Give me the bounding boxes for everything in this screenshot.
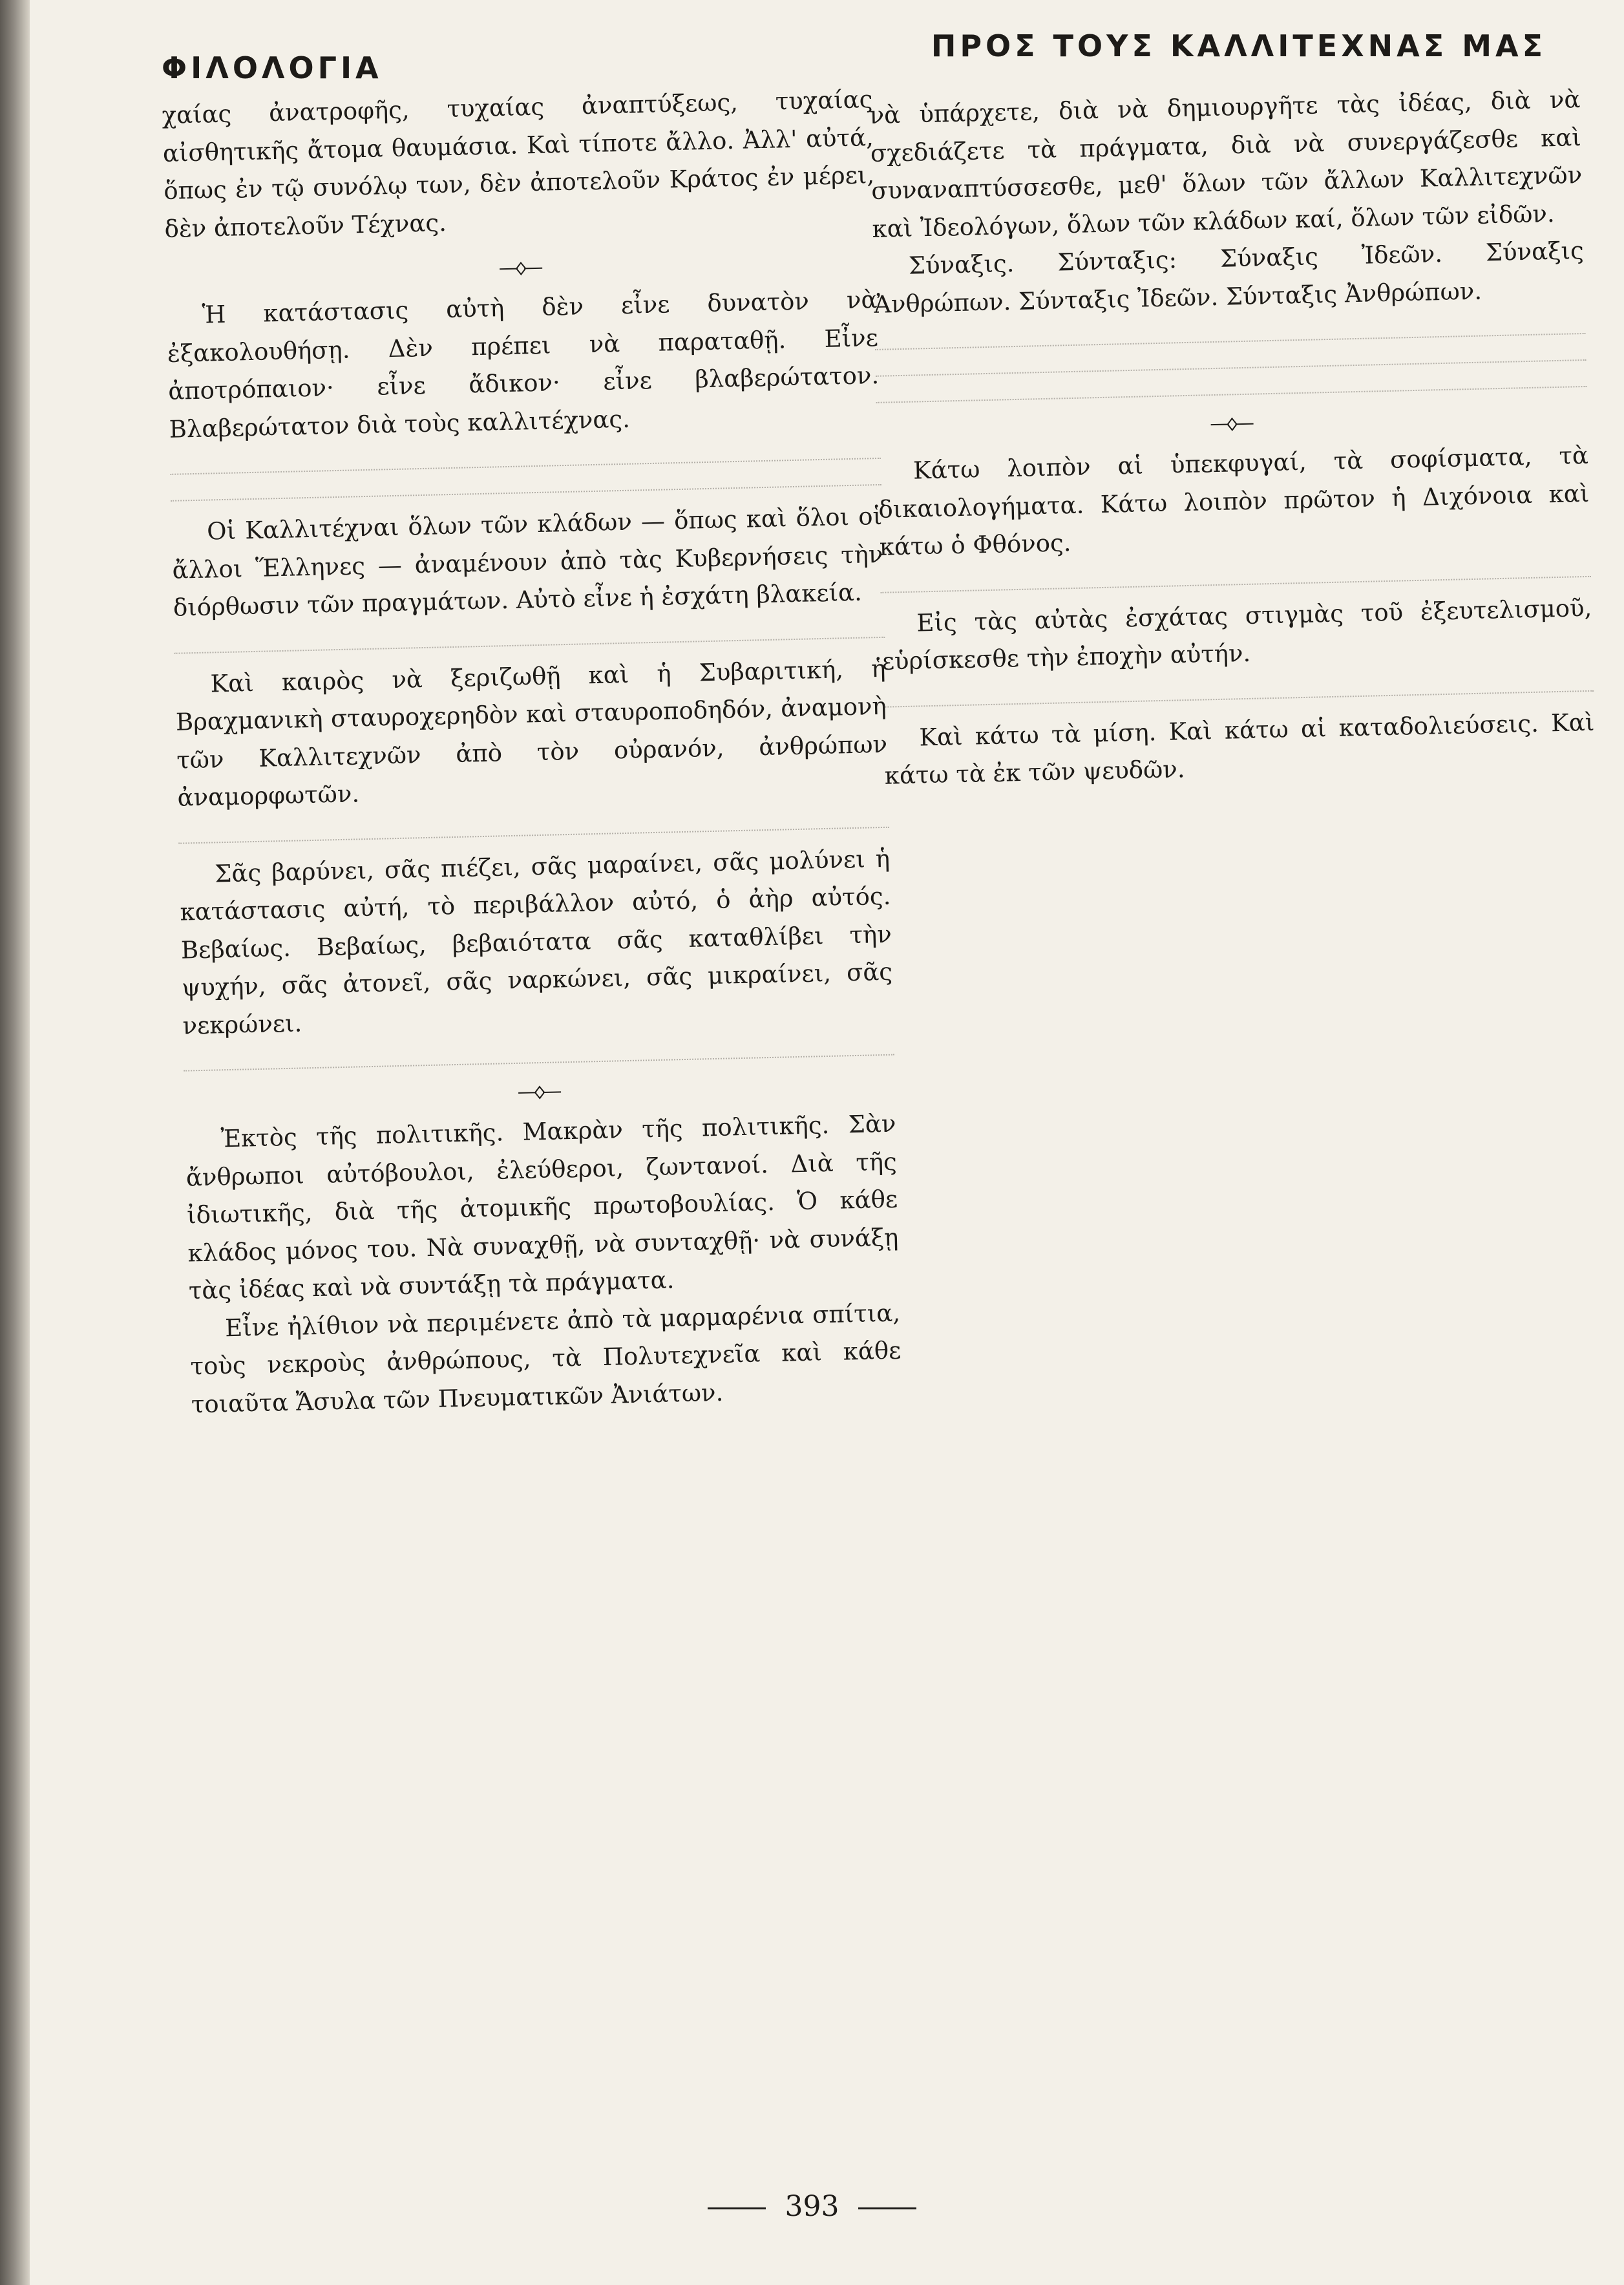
illegible-text-region: [184, 1041, 894, 1072]
illegible-text-region: [170, 445, 881, 475]
illegible-text-region: [880, 562, 1591, 593]
paragraph: Ἐκτὸς τῆς πολιτικῆς. Μακρὰν τῆς πολιτικῆς. Σὰν ἄνθρωποι αὐτόβουλοι, ἐλεύθεροι, ζωντανοί. Διὰ τῆς ἰδιωτικῆς, διὰ τῆς ἀτομικῆς πρωτοβουλίας. Ὁ κάθε κλάδος μόνος του. Νὰ συναχθῇ, νὰ συνταχθῇ· νὰ συνάξῃ τὰς ἰδέας καὶ νὰ συντάξῃ τὰ πράγματα.: [185, 1109, 899, 1305]
illegible-text-region: [875, 346, 1586, 377]
illegible-text-region: [876, 373, 1587, 403]
paragraph: Ἡ κατάστασις αὐτὴ δὲν εἶνε δυνατὸν νὰ ἐξακολουθήσῃ. Δὲν πρέπει νὰ παραταθῇ. Εἶνε ἀποτρόπαιον· εἶνε ἄδικον· εἶνε βλαβερώτατον. Βλαβερώτατον διὰ τοὺς καλλιτέχνας.: [167, 285, 880, 443]
illegible-text-region: [883, 677, 1594, 707]
running-head-right: ΠΡΟΣ ΤΟΥΣ ΚΑΛΛΙΤΕΧΝΑΣ ΜΑΣ: [931, 28, 1546, 63]
ornament-icon: [184, 1068, 896, 1110]
paragraph: Σᾶς βαρύνει, σᾶς πιέζει, σᾶς μαραίνει, σᾶς μολύνει ἡ κατάστασις αὐτή, τὸ περιβάλλον αὐτό, ὁ ἀὴρ αὐτός. Βεβαίως. Βεβαίως, βεβαιότατα σᾶς καταθλίβει τὴν ψυχήν, σᾶς ἀτονεῖ, σᾶς ναρκώνει, σᾶς μικραίνει, σᾶς νεκρώνει.: [180, 844, 893, 1040]
book-binding-shadow: [0, 0, 30, 2285]
paragraph: χαίας ἀνατροφῆς, τυχαίας ἀναπτύξεως, τυχαίας αἰσθητικῆς ἄτομα θαυμάσια. Καὶ τίποτε ἄλλο. Ἀλλ' αὐτά, ὅπως ἐν τῷ συνόλῳ των, δὲν ἀποτελοῦν Κράτος ἐν μέρει, δὲν ἀποτελοῦν Τέχνας.: [162, 85, 875, 243]
paragraph: Κάτω λοιπὸν αἱ ὑπεκφυγαί, τὰ σοφίσματα, τὰ δικαιολογήματα. Κάτω λοιπὸν πρῶτον ἡ Διχόνοια καὶ κάτω ὁ Φθόνος.: [878, 441, 1590, 561]
paragraph: Οἱ Καλλιτέχναι ὅλων τῶν κλάδων — ὅπως καὶ ὅλοι οἱ ἄλλοι Ἕλληνες — ἀναμένουν ἀπὸ τὰς Κυβερνήσεις τὴν διόρθωσιν τῶν πραγμάτων. Αὐτὸ εἶνε ἡ ἐσχάτη βλακεία.: [172, 502, 883, 622]
paragraph: Εἰς τὰς αὐτὰς ἐσχάτας στιγμὰς τοῦ ἐξευτελισμοῦ, εὑρίσκεσθε τὴν ἐποχὴν αὐτήν.: [881, 593, 1592, 675]
illegible-text-region: [171, 471, 881, 502]
ornament-icon: [165, 244, 877, 286]
running-head-left: ΦΙΛΟΛΟΓΙΑ: [162, 50, 383, 85]
dash-decoration: [708, 2207, 766, 2209]
illegible-text-region: [874, 320, 1585, 350]
ornament-icon: [876, 399, 1588, 441]
right-column: [869, 81, 1624, 2165]
left-column: [162, 81, 919, 2165]
dash-decoration: [858, 2207, 916, 2209]
paragraph: νὰ ὑπάρχετε, διὰ νὰ δημιουργῆτε τὰς ἰδέας, διὰ νὰ σχεδιάζετε τὰ πράγματα, διὰ νὰ συνεργάζεσθε καὶ συναναπτύσσεσθε, μεθ' ὅλων τῶν ἄλλων Καλλιτεχνῶν καὶ Ἰδεολόγων, ὅλων τῶν κλάδων καί, ὅλων τῶν εἰδῶν.: [869, 85, 1583, 243]
illegible-text-region: [178, 813, 889, 844]
paragraph: Καὶ κάτω τὰ μίση. Καὶ κάτω αἱ καταδολιεύσεις. Καὶ κάτω τὰ ἐκ τῶν ψευδῶν.: [884, 708, 1595, 790]
page-number: [0, 2190, 1624, 2223]
paragraph: Εἶνε ἠλίθιον νὰ περιμένετε ἀπὸ τὰ μαρμαρένια σπίτια, τοὺς νεκροὺς ἀνθρώπους, τὰ Πολυτεχνεῖα καὶ κάθε τοιαῦτα Ἄσυλα τῶν Πνευματικῶν Ἀνιάτων.: [190, 1299, 902, 1418]
page-number-text: 393: [785, 2190, 839, 2223]
paragraph: Σύναξις. Σύνταξις: Σύναξις Ἰδεῶν. Σύναξις Ἀνθρώπων. Σύνταξις Ἰδεῶν. Σύνταξις Ἀνθρώπων.: [873, 236, 1585, 319]
paragraph: Καὶ καιρὸς νὰ ξεριζωθῇ καὶ ἡ Συβαριτική, ἡ Βραχμανικὴ σταυροχερηδὸν καὶ σταυροποδηδόν, ἀναμονὴ τῶν Καλλιτεχνῶν ἀπὸ τὸν οὐρανόν, ἀνθρώπων ἀναμορφωτῶν.: [175, 654, 888, 812]
illegible-text-region: [174, 623, 885, 654]
